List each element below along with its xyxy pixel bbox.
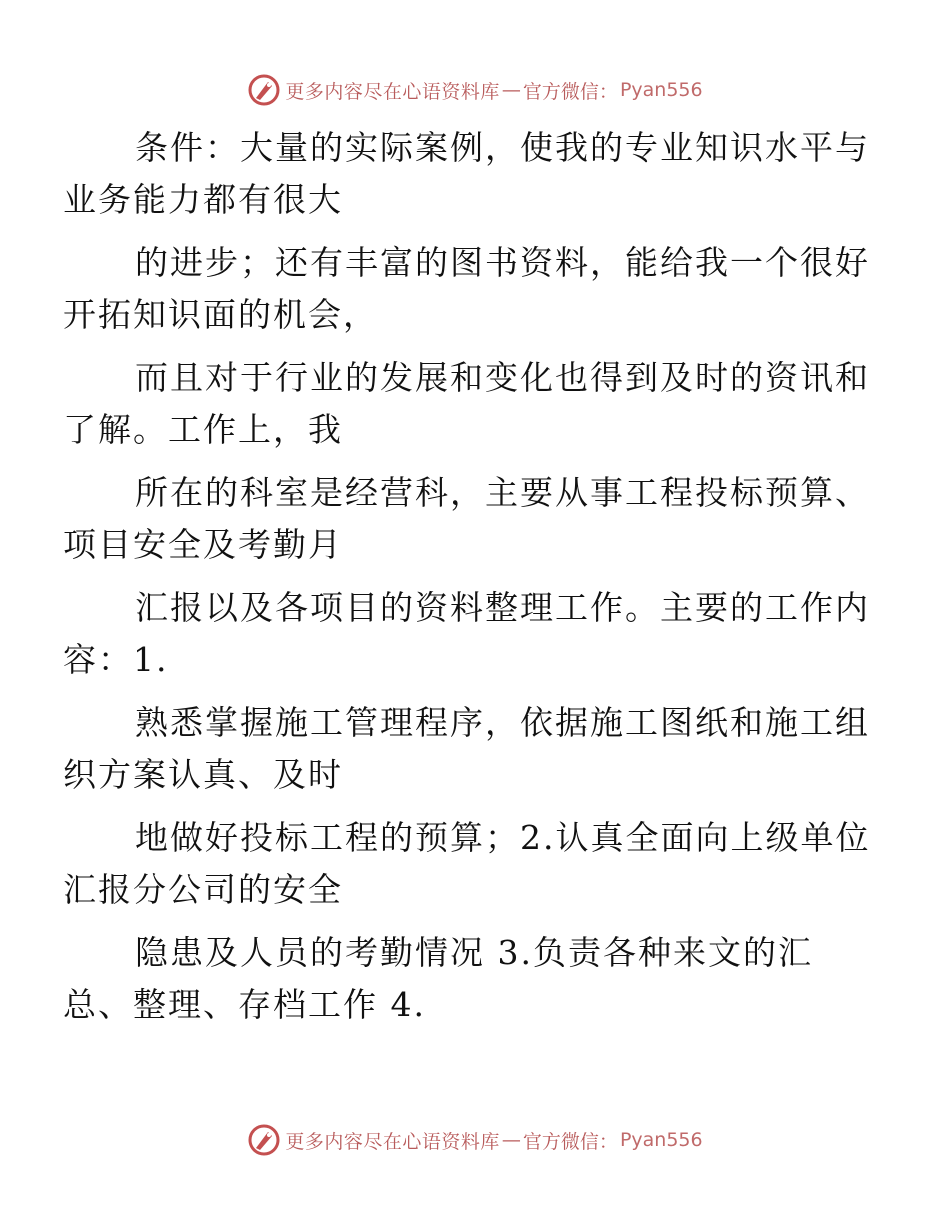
banner-main-text: 更多内容尽在心语资料库: [285, 1130, 500, 1153]
paragraph-line: 地做好投标工程的预算；2.认真全面向上级单位: [135, 818, 871, 857]
header-banner: [0, 70, 950, 110]
paragraph-line: 隐患及人员的考勤情况 3.负责各种来文的汇: [135, 933, 813, 972]
paragraph-line: 而且对于行业的发展和变化也得到及时的资讯和: [135, 358, 870, 397]
paragraph: [63, 812, 871, 916]
paragraph: [63, 927, 859, 1031]
pen-nib-logo-icon: [247, 1123, 281, 1157]
banner-official-label: 官方微信：: [522, 80, 618, 103]
paragraph-line: 项目安全及考勤月: [63, 525, 343, 564]
banner-main-text: 更多内容尽在心语资料库: [285, 80, 500, 103]
paragraph: [63, 352, 870, 456]
banner-separator: —: [501, 79, 521, 101]
paragraph-line: 总、整理、存档工作 4.: [63, 985, 426, 1024]
paragraph-line: 的进步；还有丰富的图书资料，能给我一个很好: [135, 243, 870, 282]
paragraph-line: 织方案认真、及时: [63, 755, 343, 794]
paragraph-line: 开拓知识面的机会，: [63, 295, 378, 334]
footer-banner: [0, 1120, 950, 1160]
paragraph: [63, 122, 870, 226]
paragraph-line: 了解。工作上，我: [63, 410, 343, 449]
paragraph-line: 容：1.: [63, 640, 169, 679]
banner-official-label: 官方微信：: [522, 1130, 618, 1153]
paragraph-line: 所在的科室是经营科，主要从事工程投标预算、: [135, 473, 870, 512]
paragraph: [63, 237, 870, 341]
document-body: [63, 122, 871, 1042]
paragraph: [63, 697, 870, 801]
paragraph: [63, 582, 870, 686]
banner-wechat-id: Pyan556: [619, 1129, 703, 1151]
paragraph-line: 汇报以及各项目的资料整理工作。主要的工作内: [135, 588, 870, 627]
paragraph: [63, 467, 870, 571]
pen-nib-logo-icon: [247, 73, 281, 107]
banner-separator: —: [501, 1129, 521, 1151]
banner-wechat-id: Pyan556: [619, 79, 703, 101]
paragraph-line: 条件：大量的实际案例，使我的专业知识水平与: [135, 128, 870, 167]
paragraph-line: 汇报分公司的安全: [63, 870, 343, 909]
paragraph-line: 熟悉掌握施工管理程序，依据施工图纸和施工组: [135, 703, 870, 742]
paragraph-line: 业务能力都有很大: [63, 180, 343, 219]
